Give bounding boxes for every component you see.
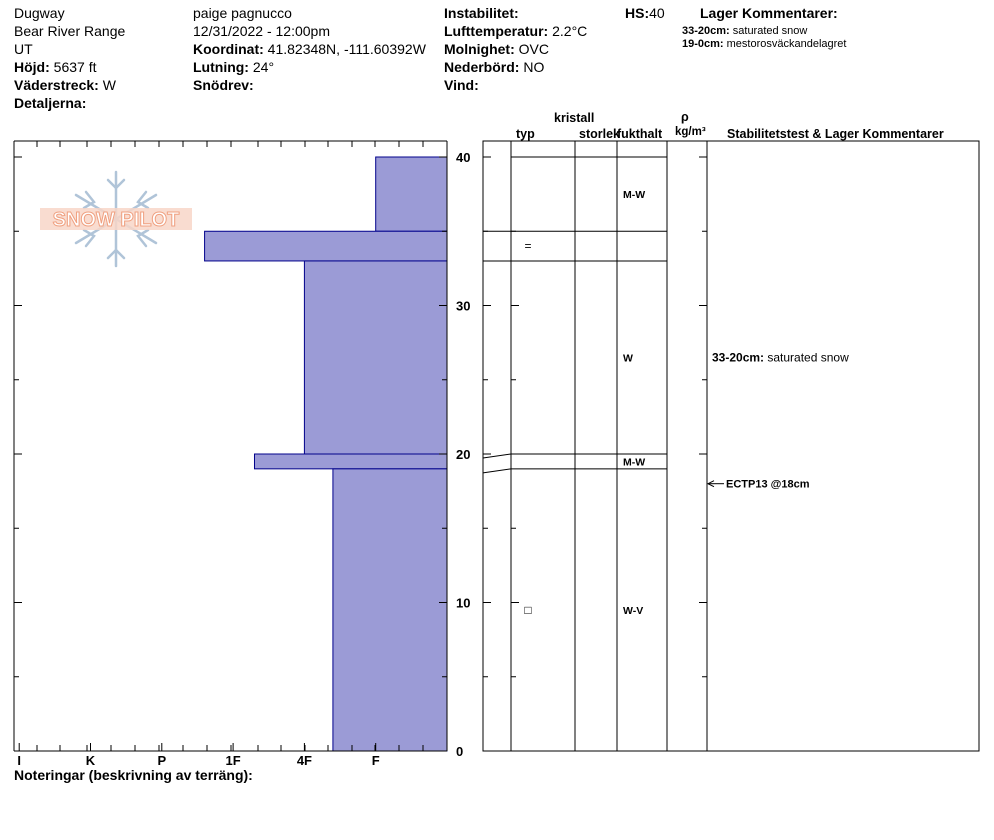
header-type: typ (516, 127, 535, 141)
location: Dugway (14, 5, 65, 21)
hardness-bar-4 (254, 454, 447, 469)
layer-crystal-5: □ (524, 602, 532, 617)
header-crystal: kristall (554, 111, 595, 125)
precip-label: Nederbörd: (444, 59, 520, 75)
airtemp-value: 2.2°C (552, 23, 588, 39)
layer-moisture-4: M-W (623, 456, 646, 469)
observer: paige pagnucco (193, 5, 292, 21)
stability-test-label-1: ECTP13 @18cm (726, 478, 810, 491)
hardness-tick-label-p: P (157, 753, 167, 768)
logo-text: SNOW PILOT (52, 209, 180, 231)
aspect-label: Väderstreck: (14, 77, 99, 93)
drift-label: Snödrev: (193, 77, 254, 93)
layer-comment-1-text: saturated snow (732, 25, 808, 37)
precip-value: NO (523, 59, 545, 75)
airtemp-label: Lufttemperatur: (444, 23, 549, 39)
depth-tick-label-40: 40 (456, 150, 471, 165)
layer-moisture-1: M-W (623, 189, 646, 202)
layer-comments-label: Lager Kommentarer: (700, 5, 838, 21)
elevation-value: 5637 ft (53, 59, 97, 75)
stability-layer-comment-1 (712, 350, 849, 364)
layer-connector-20 (483, 454, 511, 458)
hardness-bar-1 (376, 157, 447, 231)
hardness-bar-2 (205, 231, 447, 261)
clouds-value: OVC (518, 41, 549, 57)
layer-moisture-5: W-V (623, 604, 644, 617)
layer-moisture-3: W (623, 352, 633, 365)
layer-comment-1-depth: 33-20cm: (682, 25, 730, 37)
hardness-tick-label-k: K (85, 753, 96, 768)
hardness-tick-label-1f: 1F (225, 753, 241, 768)
layer-table-frame (483, 141, 979, 751)
hardness-tick-label-f: F (371, 753, 380, 768)
depth-tick-label-10: 10 (456, 595, 471, 611)
header-density-unit: kg/m³ (675, 126, 706, 138)
stability-layer-comment-text: saturated snow (767, 350, 849, 365)
layer-crystal-2: = (524, 239, 532, 254)
hardness-tick-label-i: I (17, 753, 22, 768)
hardness-tick-label-4f: 4F (296, 753, 312, 768)
details-label: Detaljerna: (14, 95, 87, 111)
depth-tick-label-20: 20 (456, 447, 471, 462)
state: UT (14, 41, 33, 57)
elevation-label: Höjd: (14, 59, 50, 75)
snowpilot-logo (40, 172, 192, 266)
hs-value: 40 (649, 5, 665, 21)
header-rho: ρ (681, 110, 689, 124)
layer-comment-2-text: mestorosväckandelagret (726, 38, 847, 50)
hardness-bar-3 (304, 261, 447, 454)
stability-layer-comment-depth: 33-20cm: (712, 350, 768, 365)
coord-label: Koordinat: (193, 41, 264, 57)
hardness-bars (205, 157, 447, 751)
depth-tick-label-30: 30 (456, 298, 471, 314)
range: Bear River Range (14, 23, 126, 39)
datetime: 12/31/2022 - 12:00pm (193, 23, 330, 39)
header-size: storlek (579, 127, 620, 141)
coord-value: 41.82348N, -111.60392W (267, 41, 426, 57)
hs-label: HS: (625, 5, 650, 21)
instability-label: Instabilitet: (444, 5, 519, 21)
slope-value: 24° (252, 59, 275, 75)
notes-label: Noteringar (beskrivning av terräng): (14, 767, 253, 783)
slope-label: Lutning: (193, 59, 249, 75)
hardness-bar-5 (333, 469, 447, 751)
header-stability: Stabilitetstest & Lager Kommentarer (727, 127, 944, 141)
aspect-value: W (102, 77, 116, 93)
clouds-label: Molnighet: (444, 41, 515, 57)
wind-label: Vind: (444, 77, 479, 93)
layer-connector-19 (483, 469, 511, 473)
depth-tick-label-0: 0 (456, 744, 464, 759)
header-moisture: fukthalt (617, 127, 663, 141)
layer-comment-2-depth: 19-0cm: (682, 38, 724, 50)
layer-table (483, 141, 979, 751)
